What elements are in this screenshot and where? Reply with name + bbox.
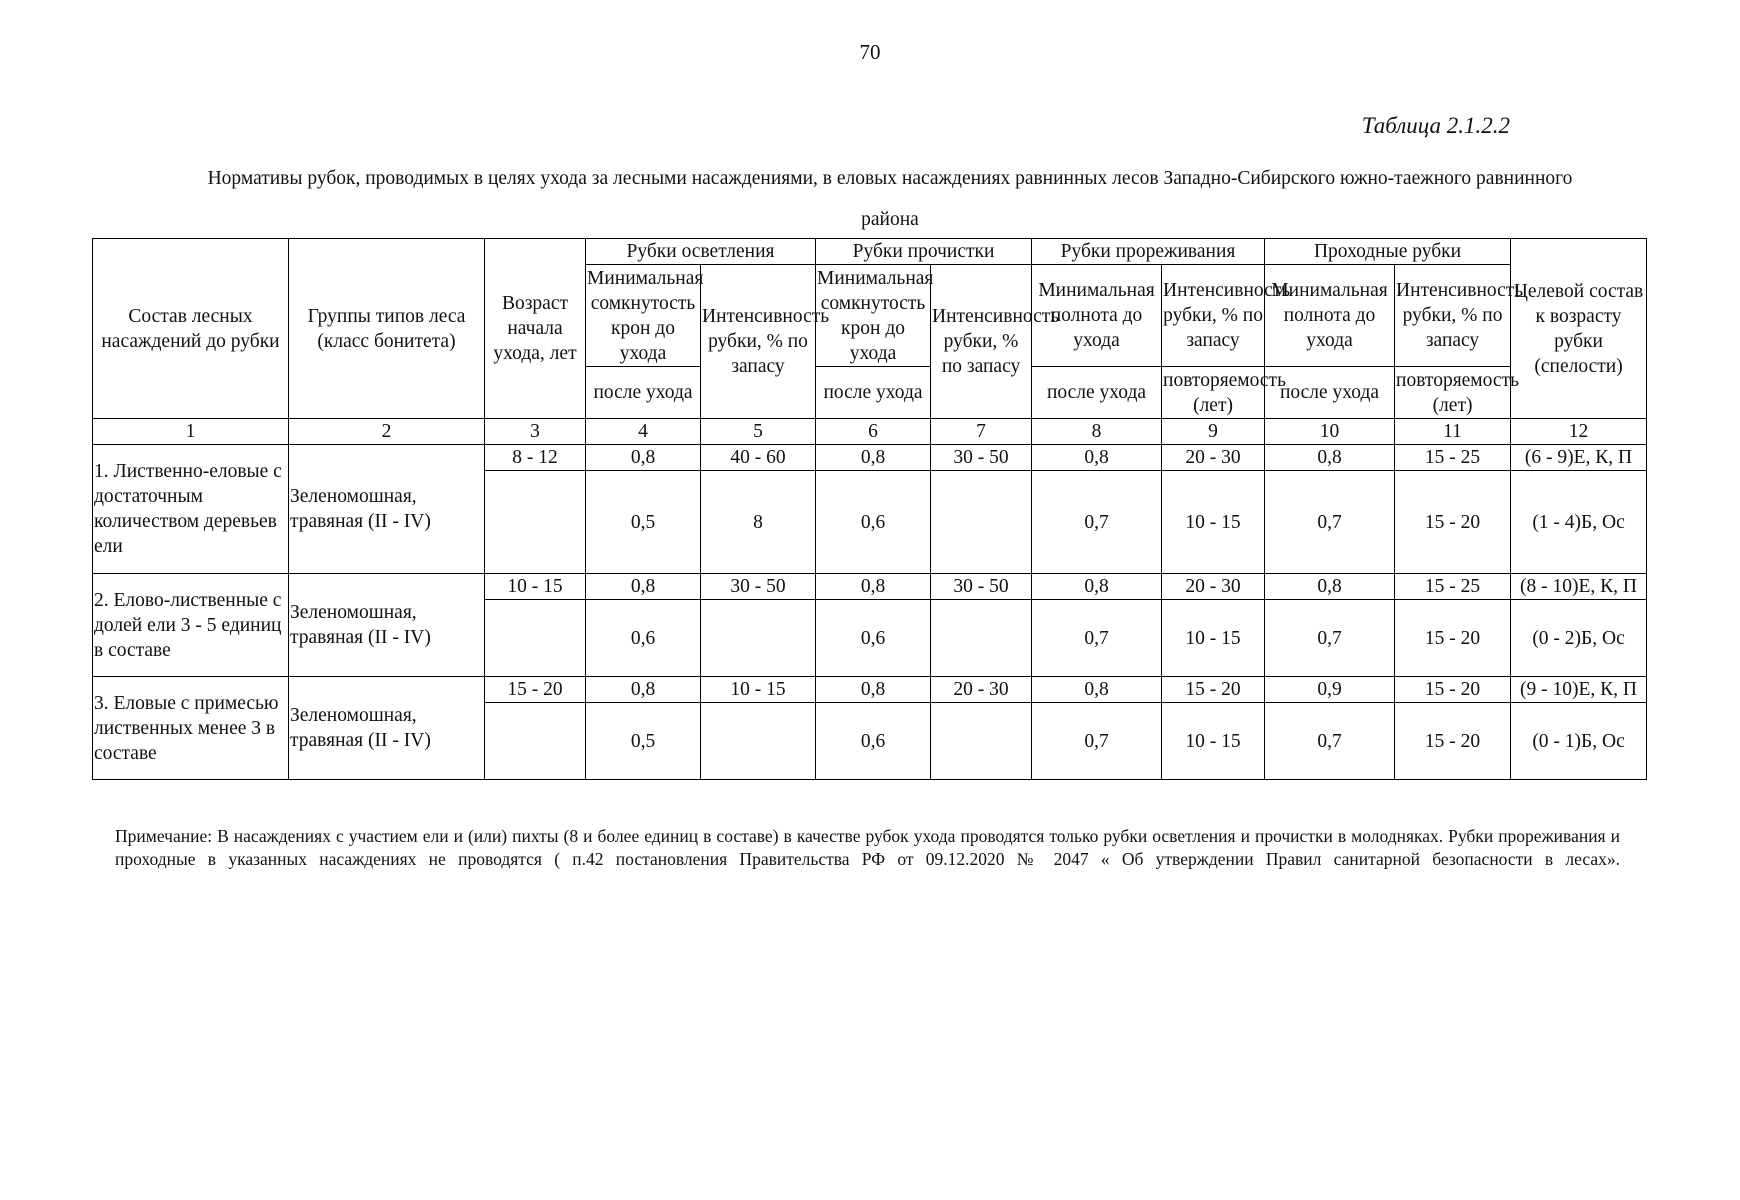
header-after-care-prohod: после ухода <box>1265 367 1395 419</box>
column-number: 7 <box>931 419 1032 445</box>
table-cell <box>931 600 1032 677</box>
table-cell: 0,7 <box>1032 703 1162 780</box>
header-forest-type: Группы типов леса (класс бонитета) <box>289 239 485 419</box>
table-cell <box>931 471 1032 574</box>
table-row <box>93 445 1647 471</box>
table-cell: 10 - 15 <box>1162 703 1265 780</box>
table-cell: 10 - 15 <box>1162 471 1265 574</box>
header-group-prochistki: Рубки прочистки <box>816 239 1032 265</box>
table-cell: 15 - 20 <box>485 677 586 703</box>
table-cell: 30 - 50 <box>931 574 1032 600</box>
column-number: 2 <box>289 419 485 445</box>
column-number: 10 <box>1265 419 1395 445</box>
table-cell: 0,8 <box>586 574 701 600</box>
header-min-closure-osv: Минимальная сомкнутость крон до ухода <box>586 265 701 367</box>
table-cell: 20 - 30 <box>1162 574 1265 600</box>
table-cell: 0,8 <box>1265 574 1395 600</box>
header-group-prohodnye: Проходные рубки <box>1265 239 1511 265</box>
table-label: Таблица 2.1.2.2 <box>1361 113 1510 138</box>
table-note <box>115 825 1625 871</box>
table-cell <box>701 703 816 780</box>
table-cell: 0,6 <box>586 600 701 677</box>
table-cell <box>485 600 586 677</box>
table-cell: 0,7 <box>1032 600 1162 677</box>
forest-type-cell: Зеленомошная, травяная (II - IV) <box>289 677 485 780</box>
table-cell: (8 - 10)Е, К, П <box>1511 574 1647 600</box>
table-cell: (1 - 4)Б, Ос <box>1511 471 1647 574</box>
table-cell: 0,8 <box>816 677 931 703</box>
header-start-age: Возраст начала ухода, лет <box>485 239 586 419</box>
table-cell: (9 - 10)Е, К, П <box>1511 677 1647 703</box>
table-cell <box>701 600 816 677</box>
table-cell: 0,5 <box>586 471 701 574</box>
table-cell: 20 - 30 <box>931 677 1032 703</box>
table-cell: 15 - 20 <box>1395 600 1511 677</box>
table-cell: 0,8 <box>586 677 701 703</box>
header-composition: Состав лесных насаждений до рубки <box>93 239 289 419</box>
column-number: 5 <box>701 419 816 445</box>
table-cell: 15 - 20 <box>1162 677 1265 703</box>
table-cell: 20 - 30 <box>1162 445 1265 471</box>
column-number-row <box>93 419 1647 445</box>
header-after-care-prorezh: после ухода <box>1032 367 1162 419</box>
table-cell <box>485 703 586 780</box>
table-cell: 10 - 15 <box>485 574 586 600</box>
header-min-density-prorezh: Минимальная полнота до ухода <box>1032 265 1162 367</box>
table-cell: 0,5 <box>586 703 701 780</box>
table-cell: (0 - 2)Б, Ос <box>1511 600 1647 677</box>
table-cell: 15 - 20 <box>1395 471 1511 574</box>
norms-table <box>92 238 1647 780</box>
table-cell: 0,8 <box>586 445 701 471</box>
column-number: 8 <box>1032 419 1162 445</box>
column-number: 6 <box>816 419 931 445</box>
table-cell <box>485 471 586 574</box>
table-cell: 0,7 <box>1265 600 1395 677</box>
table-cell: 0,8 <box>816 574 931 600</box>
table-cell: 0,8 <box>1032 677 1162 703</box>
table-cell: (6 - 9)Е, К, П <box>1511 445 1647 471</box>
composition-cell: 3. Еловые с примесью лиственных менее 3 в составе <box>93 677 289 780</box>
table-cell: 0,8 <box>1032 445 1162 471</box>
header-repeat-prorezh: повторяемость (лет) <box>1162 367 1265 419</box>
table-row <box>93 677 1647 703</box>
table-title: Нормативы рубок, проводимых в целях ухода за лесными насаждениями, в еловых насаждениях равнинных лесов Западно-Сибирского южно-таежного равнинного района <box>207 168 1573 230</box>
column-number: 4 <box>586 419 701 445</box>
table-cell <box>931 703 1032 780</box>
header-group-prorezhivaniya: Рубки прореживания <box>1032 239 1265 265</box>
table-cell: 30 - 50 <box>931 445 1032 471</box>
table-cell: 10 - 15 <box>1162 600 1265 677</box>
table-cell: 15 - 20 <box>1395 703 1511 780</box>
column-number: 12 <box>1511 419 1647 445</box>
header-intensity-osv: Интенсивность рубки, % по запасу <box>701 265 816 419</box>
header-min-density-prohod: Минимальная полнота до ухода <box>1265 265 1395 367</box>
composition-cell: 1. Лиственно-еловые с достаточным количеством деревьев ели <box>93 445 289 574</box>
table-cell: 0,8 <box>816 445 931 471</box>
header-target-composition: Целевой состав к возрасту рубки (спелости) <box>1511 239 1647 419</box>
table-cell: (0 - 1)Б, Ос <box>1511 703 1647 780</box>
table-note-text: Примечание: В насаждениях с участием ели и (или) пихты (8 и более единиц в составе) в качестве рубок ухода проводятся только рубки осветления и прочистки в молодняках. Рубки прореживания и проходные в указанных насаждениях не проводятся ( п.42 постановления Правительства РФ от 09.12.2020 № 2047 « Об утверждении Правил санитарной безопасности в лесах». <box>115 826 1625 869</box>
table-cell: 40 - 60 <box>701 445 816 471</box>
table-cell: 0,7 <box>1265 471 1395 574</box>
header-after-care-proch: после ухода <box>816 367 931 419</box>
header-after-care-osv: после ухода <box>586 367 701 419</box>
table-cell: 15 - 25 <box>1395 574 1511 600</box>
header-intensity-prorezh: Интенсивность рубки, % по запасу <box>1162 265 1265 367</box>
composition-cell: 2. Елово-лиственные с долей ели 3 - 5 единиц в составе <box>93 574 289 677</box>
forest-type-cell: Зеленомошная, травяная (II - IV) <box>289 445 485 574</box>
table-cell: 0,9 <box>1265 677 1395 703</box>
header-repeat-prohod: повторяемость (лет) <box>1395 367 1511 419</box>
table-cell: 30 - 50 <box>701 574 816 600</box>
table-cell: 8 - 12 <box>485 445 586 471</box>
table-cell: 0,6 <box>816 600 931 677</box>
column-number: 11 <box>1395 419 1511 445</box>
page-number: 70 <box>859 40 881 64</box>
column-number: 1 <box>93 419 289 445</box>
header-intensity-proch: Интенсивность рубки, % по запасу <box>931 265 1032 419</box>
table-cell: 0,6 <box>816 703 931 780</box>
table-cell: 0,6 <box>816 471 931 574</box>
table-cell: 15 - 20 <box>1395 677 1511 703</box>
table-cell: 0,8 <box>1265 445 1395 471</box>
table-cell: 0,7 <box>1032 471 1162 574</box>
column-number: 3 <box>485 419 586 445</box>
table-cell: 0,7 <box>1265 703 1395 780</box>
table-row <box>93 574 1647 600</box>
table-cell: 0,8 <box>1032 574 1162 600</box>
table-cell: 8 <box>701 471 816 574</box>
table-cell: 10 - 15 <box>701 677 816 703</box>
header-group-osvetlenie: Рубки осветления <box>586 239 816 265</box>
table-cell: 15 - 25 <box>1395 445 1511 471</box>
forest-type-cell: Зеленомошная, травяная (II - IV) <box>289 574 485 677</box>
column-number: 9 <box>1162 419 1265 445</box>
header-intensity-prohod: Интенсивность рубки, % по запасу <box>1395 265 1511 367</box>
header-min-closure-proch: Минимальная сомкнутость крон до ухода <box>816 265 931 367</box>
